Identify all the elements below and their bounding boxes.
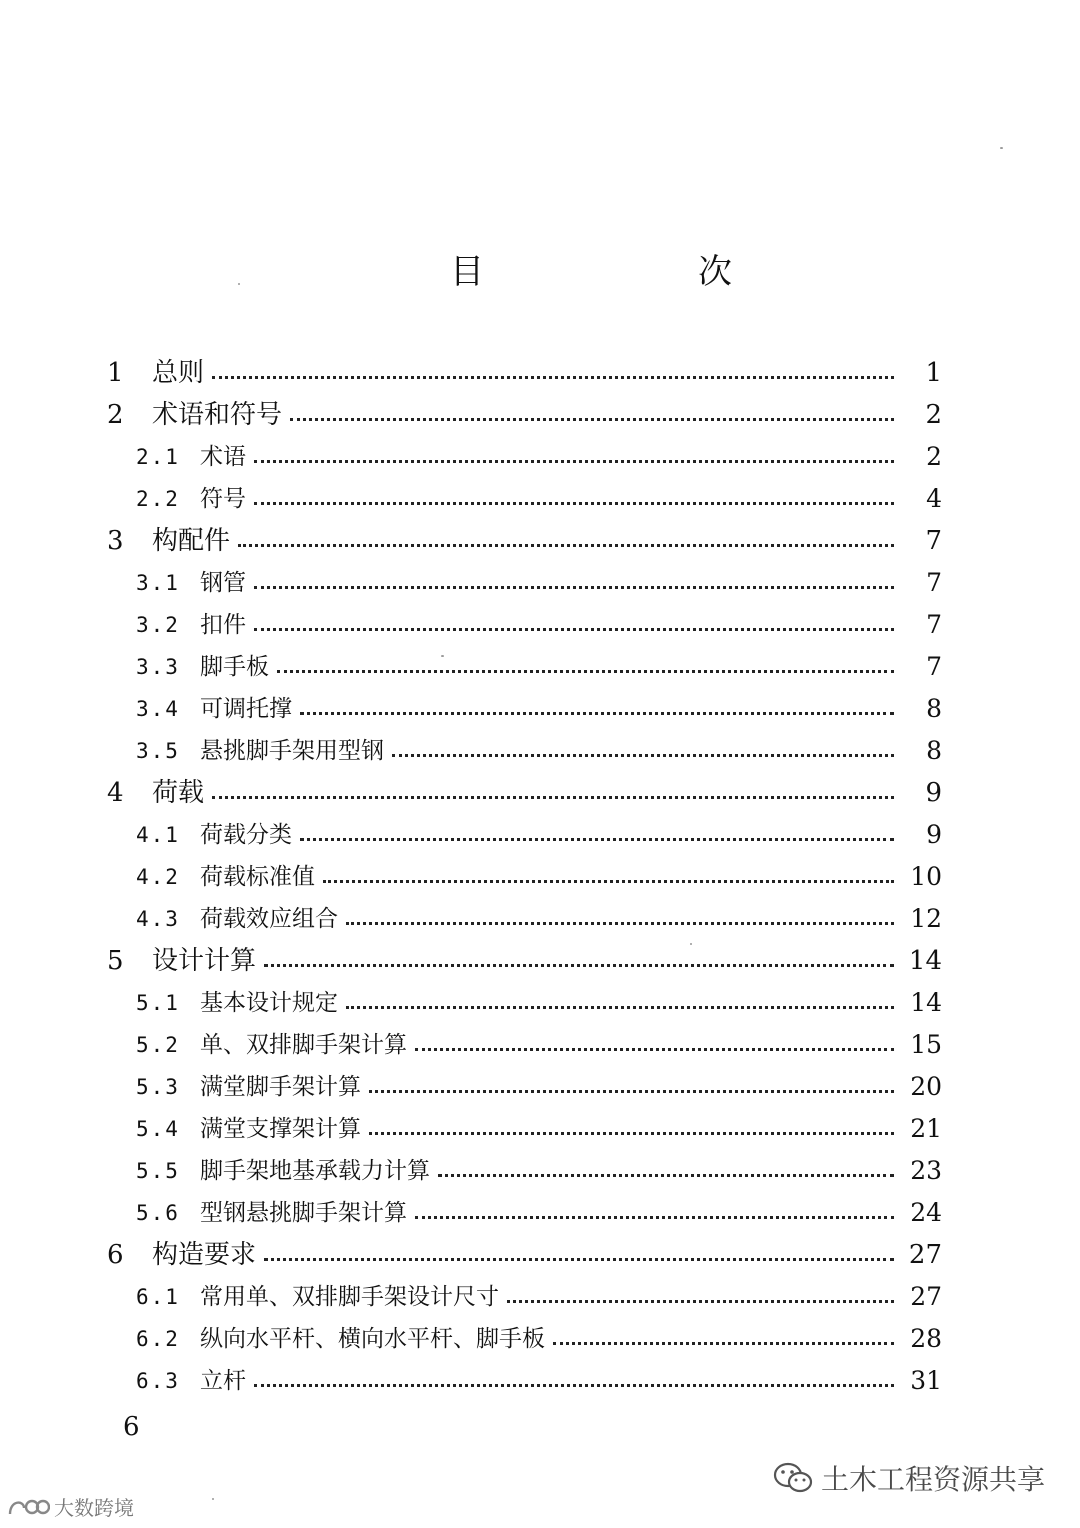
toc-entry-number: 4.1 (136, 823, 180, 847)
toc-entry (0, 730, 1080, 772)
toc-entry (0, 814, 1080, 856)
toc-entry-number: 6.3 (136, 1369, 180, 1393)
toc-dot-leader (300, 814, 894, 856)
toc-entry-page: 21 (910, 1114, 942, 1143)
scan-speck (212, 1498, 214, 1500)
table-of-contents (0, 352, 1080, 1402)
toc-entry-label: 基本设计规定 (200, 990, 338, 1016)
toc-entry-number: 1 (107, 358, 124, 388)
toc-entry (0, 1276, 1080, 1318)
toc-entry (0, 898, 1080, 940)
toc-entry-label: 术语和符号 (152, 400, 283, 430)
toc-entry-number: 4 (107, 778, 124, 808)
toc-entry-page: 10 (910, 862, 942, 891)
toc-dot-leader (254, 562, 894, 604)
toc-entry-label: 荷载 (152, 778, 205, 808)
toc-entry-page: 2 (925, 400, 942, 430)
toc-entry (0, 604, 1080, 646)
toc-entry (0, 436, 1080, 478)
toc-entry-page: 28 (910, 1324, 942, 1353)
toc-entry-page: 12 (910, 904, 942, 933)
toc-entry-number: 2.2 (136, 487, 180, 511)
toc-entry-label: 可调托撑 (200, 696, 292, 722)
toc-dot-leader (212, 772, 894, 814)
toc-entry-label: 荷载分类 (200, 822, 292, 848)
scan-speck (441, 655, 444, 657)
page-title: 目 次 (450, 252, 822, 292)
toc-entry-page: 2 (926, 442, 942, 471)
toc-entry-label: 钢管 (200, 570, 246, 596)
toc-entry-label: 单、双排脚手架计算 (200, 1032, 407, 1058)
toc-dot-leader (254, 1360, 894, 1402)
scan-speck (1000, 147, 1003, 149)
toc-entry-number: 4.2 (136, 865, 180, 889)
toc-entry (0, 982, 1080, 1024)
toc-entry (0, 1108, 1080, 1150)
toc-entry-label: 满堂支撑架计算 (200, 1116, 361, 1142)
toc-entry-label: 荷载效应组合 (200, 906, 338, 932)
toc-dot-leader (346, 982, 894, 1024)
toc-entry-number: 3.2 (136, 613, 180, 637)
toc-dot-leader (254, 478, 894, 520)
toc-entry-label: 悬挑脚手架用型钢 (200, 738, 384, 764)
toc-dot-leader (415, 1024, 894, 1066)
toc-entry-page: 7 (925, 526, 942, 556)
toc-entry-label: 纵向水平杆、横向水平杆、脚手板 (200, 1326, 545, 1352)
toc-entry-number: 2 (107, 400, 124, 430)
toc-entry (0, 520, 1080, 562)
toc-entry-number: 6 (107, 1240, 124, 1270)
toc-entry-number: 3.1 (136, 571, 180, 595)
toc-entry (0, 1318, 1080, 1360)
toc-entry-label: 立杆 (200, 1368, 246, 1394)
toc-entry-page: 7 (926, 610, 942, 639)
toc-dot-leader (553, 1318, 894, 1360)
toc-entry (0, 1234, 1080, 1276)
watermark-account-label: 土木工程资源共享 (820, 1463, 1045, 1496)
toc-entry-number: 2.1 (136, 445, 180, 469)
toc-entry-page: 4 (926, 484, 942, 513)
toc-entry (0, 940, 1080, 982)
toc-dot-leader (392, 730, 894, 772)
toc-entry (0, 1360, 1080, 1402)
toc-entry-page: 24 (910, 1198, 942, 1227)
toc-entry-page: 1 (925, 358, 942, 388)
watermark-account (773, 1458, 1045, 1498)
toc-entry-number: 3.3 (136, 655, 180, 679)
toc-entry-page: 7 (926, 568, 942, 597)
toc-dot-leader (254, 604, 894, 646)
scan-speck (690, 943, 692, 945)
toc-entry-label: 术语 (200, 444, 246, 470)
toc-entry-number: 6.1 (136, 1285, 180, 1309)
toc-entry-label: 总则 (152, 358, 205, 388)
toc-entry (0, 1192, 1080, 1234)
toc-entry-number: 6.2 (136, 1327, 180, 1351)
toc-entry-page: 8 (926, 694, 942, 723)
toc-entry-number: 4.3 (136, 907, 180, 931)
toc-dot-leader (323, 856, 894, 898)
toc-entry-label: 型钢悬挑脚手架计算 (200, 1200, 407, 1226)
toc-entry (0, 352, 1080, 394)
toc-entry-page: 15 (910, 1030, 942, 1059)
toc-entry-page: 9 (925, 778, 942, 808)
brand-logo-icon (6, 1496, 50, 1518)
toc-dot-leader (264, 940, 894, 982)
watermark-brand-label: 大数跨境 (54, 1496, 134, 1520)
toc-dot-leader (290, 394, 894, 436)
toc-entry (0, 772, 1080, 814)
toc-entry-label: 满堂脚手架计算 (200, 1074, 361, 1100)
toc-entry-label: 荷载标准值 (200, 864, 315, 890)
toc-entry-page: 8 (926, 736, 942, 765)
toc-entry-label: 符号 (200, 486, 246, 512)
toc-dot-leader (415, 1192, 894, 1234)
toc-entry-page: 14 (910, 988, 942, 1017)
toc-entry-page: 9 (926, 820, 942, 849)
toc-entry (0, 1066, 1080, 1108)
toc-entry-number: 5.6 (136, 1201, 180, 1225)
toc-dot-leader (507, 1276, 894, 1318)
toc-entry-number: 3.4 (136, 697, 180, 721)
toc-entry-number: 5.4 (136, 1117, 180, 1141)
toc-entry-number: 5.5 (136, 1159, 180, 1183)
toc-entry-page: 23 (910, 1156, 942, 1185)
toc-entry (0, 688, 1080, 730)
toc-entry-number: 3.5 (136, 739, 180, 763)
toc-entry (0, 646, 1080, 688)
toc-entry (0, 394, 1080, 436)
toc-entry-label: 常用单、双排脚手架设计尺寸 (200, 1284, 499, 1310)
wechat-icon (773, 1461, 813, 1495)
toc-entry-number: 5 (107, 946, 124, 976)
toc-entry-number: 5.3 (136, 1075, 180, 1099)
toc-dot-leader (277, 646, 894, 688)
toc-dot-leader (369, 1066, 894, 1108)
toc-dot-leader (238, 520, 894, 562)
toc-entry (0, 856, 1080, 898)
toc-entry-page: 7 (926, 652, 942, 681)
toc-dot-leader (369, 1108, 894, 1150)
toc-dot-leader (254, 436, 894, 478)
toc-entry-label: 脚手板 (200, 654, 269, 680)
toc-dot-leader (438, 1150, 894, 1192)
toc-entry-page: 27 (908, 1240, 942, 1270)
watermark-brand (6, 1492, 134, 1521)
toc-entry-label: 构造要求 (152, 1240, 257, 1270)
toc-entry (0, 478, 1080, 520)
toc-entry-number: 3 (107, 526, 124, 556)
toc-entry-label: 构配件 (152, 526, 231, 556)
toc-dot-leader (346, 898, 894, 940)
toc-entry-label: 扣件 (200, 612, 246, 638)
toc-entry-label: 脚手架地基承载力计算 (200, 1158, 430, 1184)
toc-entry-page: 14 (908, 946, 942, 976)
toc-dot-leader (212, 352, 894, 394)
toc-entry (0, 1150, 1080, 1192)
toc-entry (0, 1024, 1080, 1066)
toc-entry-page: 20 (910, 1072, 942, 1101)
scan-speck (238, 283, 240, 285)
toc-entry-number: 5.2 (136, 1033, 180, 1057)
toc-entry (0, 562, 1080, 604)
page-number: 6 (123, 1412, 140, 1442)
toc-dot-leader (264, 1234, 894, 1276)
toc-entry-page: 31 (910, 1366, 942, 1395)
toc-entry-number: 5.1 (136, 991, 180, 1015)
toc-dot-leader (300, 688, 894, 730)
toc-entry-label: 设计计算 (152, 946, 257, 976)
toc-entry-page: 27 (910, 1282, 942, 1311)
